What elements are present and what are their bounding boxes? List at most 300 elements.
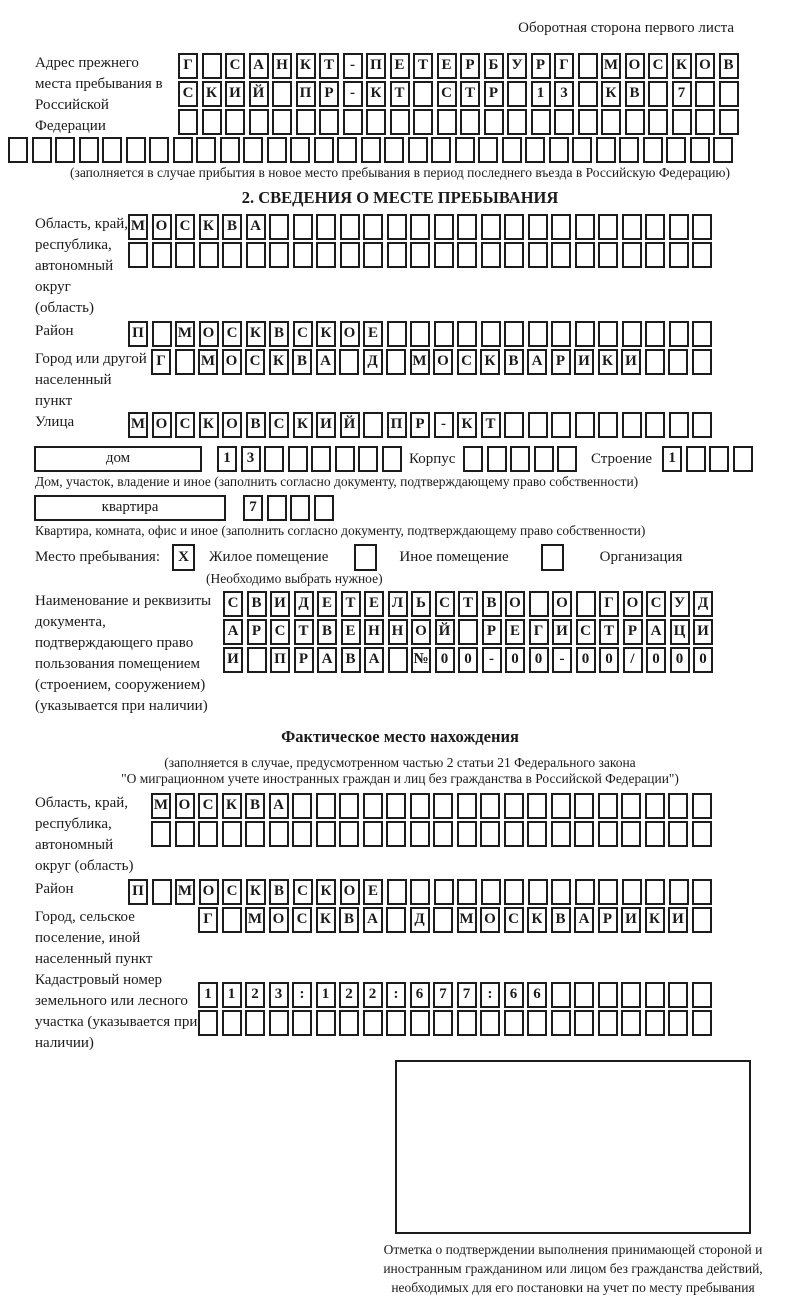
char-cell[interactable] <box>575 214 595 240</box>
char-cell[interactable] <box>339 349 359 375</box>
char-cell[interactable] <box>410 879 430 905</box>
char-cell[interactable]: Р <box>531 53 551 79</box>
char-cell[interactable]: Д <box>410 907 430 933</box>
char-cell[interactable] <box>363 242 383 268</box>
char-cell[interactable]: П <box>387 412 407 438</box>
char-cell[interactable] <box>196 137 216 163</box>
char-cell[interactable] <box>339 821 359 847</box>
char-cell[interactable] <box>152 321 172 347</box>
char-cell[interactable]: С <box>646 591 666 617</box>
char-cell[interactable]: К <box>246 321 266 347</box>
char-cell[interactable]: В <box>246 412 266 438</box>
char-cell[interactable]: С <box>504 907 524 933</box>
char-cell[interactable]: К <box>316 879 336 905</box>
char-cell[interactable] <box>578 53 598 79</box>
char-cell[interactable]: А <box>317 647 337 673</box>
stroenie-row[interactable] <box>662 446 756 472</box>
char-cell[interactable] <box>645 793 665 819</box>
char-cell[interactable] <box>534 446 554 472</box>
char-cell[interactable] <box>598 321 618 347</box>
char-cell[interactable]: В <box>222 214 242 240</box>
char-cell[interactable]: П <box>270 647 290 673</box>
char-cell[interactable] <box>574 982 594 1008</box>
char-cell[interactable] <box>151 821 171 847</box>
char-cell[interactable] <box>527 821 547 847</box>
char-cell[interactable]: С <box>648 53 668 79</box>
char-cell[interactable]: Е <box>363 879 383 905</box>
char-cell[interactable] <box>433 907 453 933</box>
char-cell[interactable] <box>692 907 712 933</box>
char-cell[interactable] <box>551 214 571 240</box>
char-cell[interactable] <box>525 137 545 163</box>
char-cell[interactable] <box>178 109 198 135</box>
char-cell[interactable] <box>551 1010 571 1036</box>
char-cell[interactable] <box>621 1010 641 1036</box>
char-cell[interactable]: К <box>202 81 222 107</box>
char-cell[interactable]: 3 <box>241 446 261 472</box>
char-cell[interactable]: К <box>316 321 336 347</box>
char-cell[interactable]: В <box>625 81 645 107</box>
char-cell[interactable]: Д <box>363 349 383 375</box>
char-cell[interactable]: М <box>128 412 148 438</box>
char-cell[interactable] <box>339 1010 359 1036</box>
char-cell[interactable] <box>695 109 715 135</box>
char-cell[interactable]: / <box>623 647 643 673</box>
char-cell[interactable] <box>339 793 359 819</box>
char-cell[interactable] <box>8 137 28 163</box>
char-cell[interactable]: П <box>128 321 148 347</box>
char-cell[interactable] <box>692 242 712 268</box>
char-cell[interactable] <box>457 879 477 905</box>
char-cell[interactable] <box>669 242 689 268</box>
char-cell[interactable]: Ц <box>670 619 690 645</box>
char-cell[interactable]: И <box>552 619 572 645</box>
char-cell[interactable]: - <box>343 53 363 79</box>
char-cell[interactable] <box>431 137 451 163</box>
char-cell[interactable] <box>598 1010 618 1036</box>
char-cell[interactable]: 1 <box>198 982 218 1008</box>
char-cell[interactable] <box>621 821 641 847</box>
char-cell[interactable]: О <box>695 53 715 79</box>
char-cell[interactable]: О <box>340 879 360 905</box>
char-cell[interactable]: С <box>270 619 290 645</box>
prev-address-row-1[interactable] <box>178 53 742 79</box>
char-cell[interactable]: А <box>249 53 269 79</box>
char-cell[interactable] <box>622 321 642 347</box>
char-cell[interactable] <box>434 214 454 240</box>
char-cell[interactable] <box>296 109 316 135</box>
char-cell[interactable]: 7 <box>243 495 263 521</box>
char-cell[interactable]: О <box>623 591 643 617</box>
char-cell[interactable]: 0 <box>529 647 549 673</box>
char-cell[interactable]: О <box>625 53 645 79</box>
char-cell[interactable] <box>410 1010 430 1036</box>
char-cell[interactable]: Г <box>554 53 574 79</box>
char-cell[interactable] <box>433 1010 453 1036</box>
char-cell[interactable] <box>433 821 453 847</box>
char-cell[interactable] <box>225 109 245 135</box>
char-cell[interactable]: 0 <box>435 647 455 673</box>
char-cell[interactable]: Р <box>410 412 430 438</box>
char-cell[interactable] <box>645 412 665 438</box>
char-cell[interactable] <box>387 321 407 347</box>
char-cell[interactable]: 7 <box>672 81 692 107</box>
char-cell[interactable]: 0 <box>670 647 690 673</box>
char-cell[interactable] <box>152 242 172 268</box>
char-cell[interactable] <box>272 81 292 107</box>
char-cell[interactable] <box>247 647 267 673</box>
char-cell[interactable] <box>175 349 195 375</box>
char-cell[interactable] <box>507 109 527 135</box>
char-cell[interactable]: К <box>601 81 621 107</box>
char-cell[interactable]: В <box>341 647 361 673</box>
char-cell[interactable] <box>692 821 712 847</box>
char-cell[interactable]: А <box>527 349 547 375</box>
char-cell[interactable]: 3 <box>554 81 574 107</box>
char-cell[interactable]: И <box>270 591 290 617</box>
char-cell[interactable]: 6 <box>504 982 524 1008</box>
char-cell[interactable] <box>529 591 549 617</box>
char-cell[interactable] <box>551 242 571 268</box>
char-cell[interactable] <box>126 137 146 163</box>
char-cell[interactable] <box>202 53 222 79</box>
char-cell[interactable] <box>643 137 663 163</box>
char-cell[interactable] <box>551 412 571 438</box>
char-cell[interactable]: С <box>437 81 457 107</box>
char-cell[interactable]: Р <box>294 647 314 673</box>
char-cell[interactable] <box>264 446 284 472</box>
char-cell[interactable] <box>504 214 524 240</box>
char-cell[interactable] <box>480 1010 500 1036</box>
char-cell[interactable] <box>504 821 524 847</box>
char-cell[interactable] <box>645 242 665 268</box>
char-cell[interactable]: С <box>175 214 195 240</box>
char-cell[interactable]: Е <box>363 321 383 347</box>
char-cell[interactable]: Р <box>319 81 339 107</box>
char-cell[interactable] <box>290 137 310 163</box>
char-cell[interactable]: С <box>175 412 195 438</box>
char-cell[interactable] <box>220 137 240 163</box>
char-cell[interactable] <box>648 109 668 135</box>
char-cell[interactable] <box>434 879 454 905</box>
char-cell[interactable]: : <box>292 982 312 1008</box>
char-cell[interactable] <box>32 137 52 163</box>
char-cell[interactable] <box>245 1010 265 1036</box>
char-cell[interactable] <box>366 109 386 135</box>
char-cell[interactable] <box>387 879 407 905</box>
char-cell[interactable] <box>433 793 453 819</box>
char-cell[interactable] <box>55 137 75 163</box>
char-cell[interactable]: И <box>316 412 336 438</box>
char-cell[interactable]: О <box>433 349 453 375</box>
char-cell[interactable]: И <box>621 907 641 933</box>
raion-row[interactable] <box>128 321 716 347</box>
char-cell[interactable] <box>510 446 530 472</box>
char-cell[interactable] <box>293 214 313 240</box>
fact-raion-row[interactable] <box>128 879 716 905</box>
char-cell[interactable] <box>551 821 571 847</box>
char-cell[interactable]: - <box>343 81 363 107</box>
char-cell[interactable] <box>363 821 383 847</box>
char-cell[interactable]: В <box>245 793 265 819</box>
char-cell[interactable] <box>504 242 524 268</box>
char-cell[interactable] <box>575 242 595 268</box>
char-cell[interactable] <box>531 109 551 135</box>
char-cell[interactable] <box>504 1010 524 1036</box>
char-cell[interactable] <box>692 982 712 1008</box>
char-cell[interactable] <box>598 793 618 819</box>
char-cell[interactable] <box>598 242 618 268</box>
char-cell[interactable]: С <box>435 591 455 617</box>
char-cell[interactable] <box>645 879 665 905</box>
char-cell[interactable] <box>175 242 195 268</box>
char-cell[interactable]: 6 <box>527 982 547 1008</box>
char-cell[interactable] <box>243 137 263 163</box>
char-cell[interactable] <box>363 214 383 240</box>
char-cell[interactable]: 7 <box>433 982 453 1008</box>
char-cell[interactable] <box>267 495 287 521</box>
char-cell[interactable] <box>269 242 289 268</box>
char-cell[interactable] <box>528 412 548 438</box>
char-cell[interactable] <box>666 137 686 163</box>
char-cell[interactable] <box>551 793 571 819</box>
char-cell[interactable]: Р <box>623 619 643 645</box>
char-cell[interactable]: О <box>411 619 431 645</box>
doc-row-2[interactable] <box>223 619 717 645</box>
char-cell[interactable] <box>692 879 712 905</box>
char-cell[interactable] <box>622 412 642 438</box>
char-cell[interactable]: 0 <box>576 647 596 673</box>
char-cell[interactable]: Е <box>437 53 457 79</box>
char-cell[interactable]: М <box>410 349 430 375</box>
char-cell[interactable]: Ь <box>411 591 431 617</box>
kadastr-row-1[interactable] <box>198 982 715 1008</box>
checkbox-organizaciya[interactable] <box>541 544 564 571</box>
char-cell[interactable]: К <box>645 907 665 933</box>
char-cell[interactable]: И <box>223 647 243 673</box>
char-cell[interactable]: 1 <box>222 982 242 1008</box>
char-cell[interactable]: Т <box>413 53 433 79</box>
char-cell[interactable] <box>288 446 308 472</box>
char-cell[interactable]: А <box>363 907 383 933</box>
char-cell[interactable]: Н <box>272 53 292 79</box>
char-cell[interactable] <box>574 1010 594 1036</box>
char-cell[interactable] <box>692 321 712 347</box>
char-cell[interactable] <box>549 137 569 163</box>
char-cell[interactable] <box>457 214 477 240</box>
char-cell[interactable] <box>692 793 712 819</box>
char-cell[interactable]: М <box>151 793 171 819</box>
oblast-row-1[interactable] <box>128 214 716 240</box>
char-cell[interactable] <box>198 1010 218 1036</box>
char-cell[interactable]: Р <box>598 907 618 933</box>
char-cell[interactable]: Е <box>341 619 361 645</box>
char-cell[interactable] <box>199 242 219 268</box>
char-cell[interactable]: Т <box>599 619 619 645</box>
char-cell[interactable]: С <box>245 349 265 375</box>
kvartira-number-row[interactable] <box>243 495 337 521</box>
char-cell[interactable]: Г <box>198 907 218 933</box>
char-cell[interactable] <box>413 81 433 107</box>
char-cell[interactable]: 2 <box>245 982 265 1008</box>
ulitsa-row[interactable] <box>128 412 716 438</box>
char-cell[interactable] <box>481 214 501 240</box>
char-cell[interactable] <box>173 137 193 163</box>
char-cell[interactable] <box>222 242 242 268</box>
char-cell[interactable]: А <box>269 793 289 819</box>
char-cell[interactable]: К <box>598 349 618 375</box>
char-cell[interactable]: Г <box>178 53 198 79</box>
char-cell[interactable]: А <box>574 907 594 933</box>
char-cell[interactable] <box>410 242 430 268</box>
char-cell[interactable]: Й <box>340 412 360 438</box>
char-cell[interactable]: В <box>269 879 289 905</box>
char-cell[interactable]: О <box>505 591 525 617</box>
char-cell[interactable] <box>668 821 688 847</box>
char-cell[interactable]: О <box>269 907 289 933</box>
char-cell[interactable] <box>290 495 310 521</box>
char-cell[interactable] <box>410 321 430 347</box>
char-cell[interactable] <box>487 446 507 472</box>
char-cell[interactable] <box>504 879 524 905</box>
char-cell[interactable]: П <box>296 81 316 107</box>
char-cell[interactable] <box>293 242 313 268</box>
char-cell[interactable] <box>574 793 594 819</box>
char-cell[interactable] <box>528 242 548 268</box>
char-cell[interactable]: С <box>178 81 198 107</box>
char-cell[interactable]: К <box>457 412 477 438</box>
char-cell[interactable] <box>149 137 169 163</box>
char-cell[interactable]: И <box>574 349 594 375</box>
prev-address-row-4[interactable] <box>8 137 792 163</box>
char-cell[interactable] <box>554 109 574 135</box>
char-cell[interactable]: И <box>621 349 641 375</box>
char-cell[interactable] <box>598 982 618 1008</box>
char-cell[interactable] <box>481 321 501 347</box>
char-cell[interactable]: 0 <box>599 647 619 673</box>
char-cell[interactable]: В <box>292 349 312 375</box>
char-cell[interactable]: О <box>222 349 242 375</box>
char-cell[interactable]: К <box>480 349 500 375</box>
char-cell[interactable] <box>222 1010 242 1036</box>
char-cell[interactable] <box>625 109 645 135</box>
char-cell[interactable] <box>692 412 712 438</box>
char-cell[interactable]: К <box>316 907 336 933</box>
char-cell[interactable] <box>598 821 618 847</box>
char-cell[interactable] <box>410 793 430 819</box>
char-cell[interactable]: С <box>292 907 312 933</box>
char-cell[interactable]: Т <box>481 412 501 438</box>
char-cell[interactable]: О <box>175 793 195 819</box>
char-cell[interactable]: С <box>293 321 313 347</box>
char-cell[interactable]: О <box>222 412 242 438</box>
char-cell[interactable]: - <box>434 412 454 438</box>
char-cell[interactable]: О <box>199 321 219 347</box>
char-cell[interactable]: О <box>199 879 219 905</box>
char-cell[interactable] <box>292 821 312 847</box>
char-cell[interactable] <box>576 591 596 617</box>
char-cell[interactable] <box>340 214 360 240</box>
char-cell[interactable]: Т <box>390 81 410 107</box>
checkbox-zhiloe[interactable]: X <box>172 544 195 571</box>
char-cell[interactable]: С <box>198 793 218 819</box>
char-cell[interactable]: С <box>225 53 245 79</box>
char-cell[interactable] <box>249 109 269 135</box>
char-cell[interactable]: Д <box>693 591 713 617</box>
fact-gorod-row[interactable] <box>198 907 715 933</box>
char-cell[interactable] <box>528 214 548 240</box>
char-cell[interactable] <box>457 793 477 819</box>
char-cell[interactable]: А <box>246 214 266 240</box>
char-cell[interactable]: К <box>527 907 547 933</box>
char-cell[interactable] <box>434 242 454 268</box>
char-cell[interactable]: В <box>504 349 524 375</box>
char-cell[interactable]: Й <box>249 81 269 107</box>
char-cell[interactable] <box>246 242 266 268</box>
fact-oblast-row-1[interactable] <box>151 793 715 819</box>
char-cell[interactable] <box>645 214 665 240</box>
char-cell[interactable] <box>222 907 242 933</box>
char-cell[interactable] <box>692 349 712 375</box>
char-cell[interactable] <box>316 214 336 240</box>
char-cell[interactable] <box>484 109 504 135</box>
char-cell[interactable] <box>152 879 172 905</box>
char-cell[interactable]: Л <box>388 591 408 617</box>
char-cell[interactable] <box>316 821 336 847</box>
char-cell[interactable] <box>507 81 527 107</box>
char-cell[interactable] <box>245 821 265 847</box>
char-cell[interactable] <box>272 109 292 135</box>
char-cell[interactable]: М <box>128 214 148 240</box>
char-cell[interactable]: О <box>552 591 572 617</box>
char-cell[interactable] <box>128 242 148 268</box>
char-cell[interactable]: № <box>411 647 431 673</box>
char-cell[interactable] <box>502 137 522 163</box>
char-cell[interactable] <box>480 821 500 847</box>
char-cell[interactable] <box>621 982 641 1008</box>
char-cell[interactable] <box>551 321 571 347</box>
char-cell[interactable]: М <box>245 907 265 933</box>
prev-address-row-3[interactable] <box>178 109 742 135</box>
char-cell[interactable] <box>668 982 688 1008</box>
char-cell[interactable] <box>575 321 595 347</box>
char-cell[interactable] <box>528 321 548 347</box>
char-cell[interactable]: Е <box>505 619 525 645</box>
char-cell[interactable]: 2 <box>363 982 383 1008</box>
char-cell[interactable]: Д <box>294 591 314 617</box>
char-cell[interactable]: Е <box>390 53 410 79</box>
char-cell[interactable] <box>460 109 480 135</box>
char-cell[interactable] <box>478 137 498 163</box>
char-cell[interactable] <box>314 137 334 163</box>
char-cell[interactable] <box>434 321 454 347</box>
char-cell[interactable] <box>622 214 642 240</box>
char-cell[interactable] <box>598 412 618 438</box>
char-cell[interactable]: В <box>482 591 502 617</box>
char-cell[interactable]: К <box>222 793 242 819</box>
char-cell[interactable] <box>363 1010 383 1036</box>
char-cell[interactable] <box>175 821 195 847</box>
doc-row-1[interactable] <box>223 591 717 617</box>
char-cell[interactable]: В <box>551 907 571 933</box>
char-cell[interactable] <box>551 982 571 1008</box>
prev-address-row-2[interactable] <box>178 81 742 107</box>
char-cell[interactable]: Т <box>460 81 480 107</box>
char-cell[interactable] <box>384 137 404 163</box>
char-cell[interactable]: В <box>317 619 337 645</box>
char-cell[interactable] <box>669 321 689 347</box>
char-cell[interactable]: 1 <box>662 446 682 472</box>
